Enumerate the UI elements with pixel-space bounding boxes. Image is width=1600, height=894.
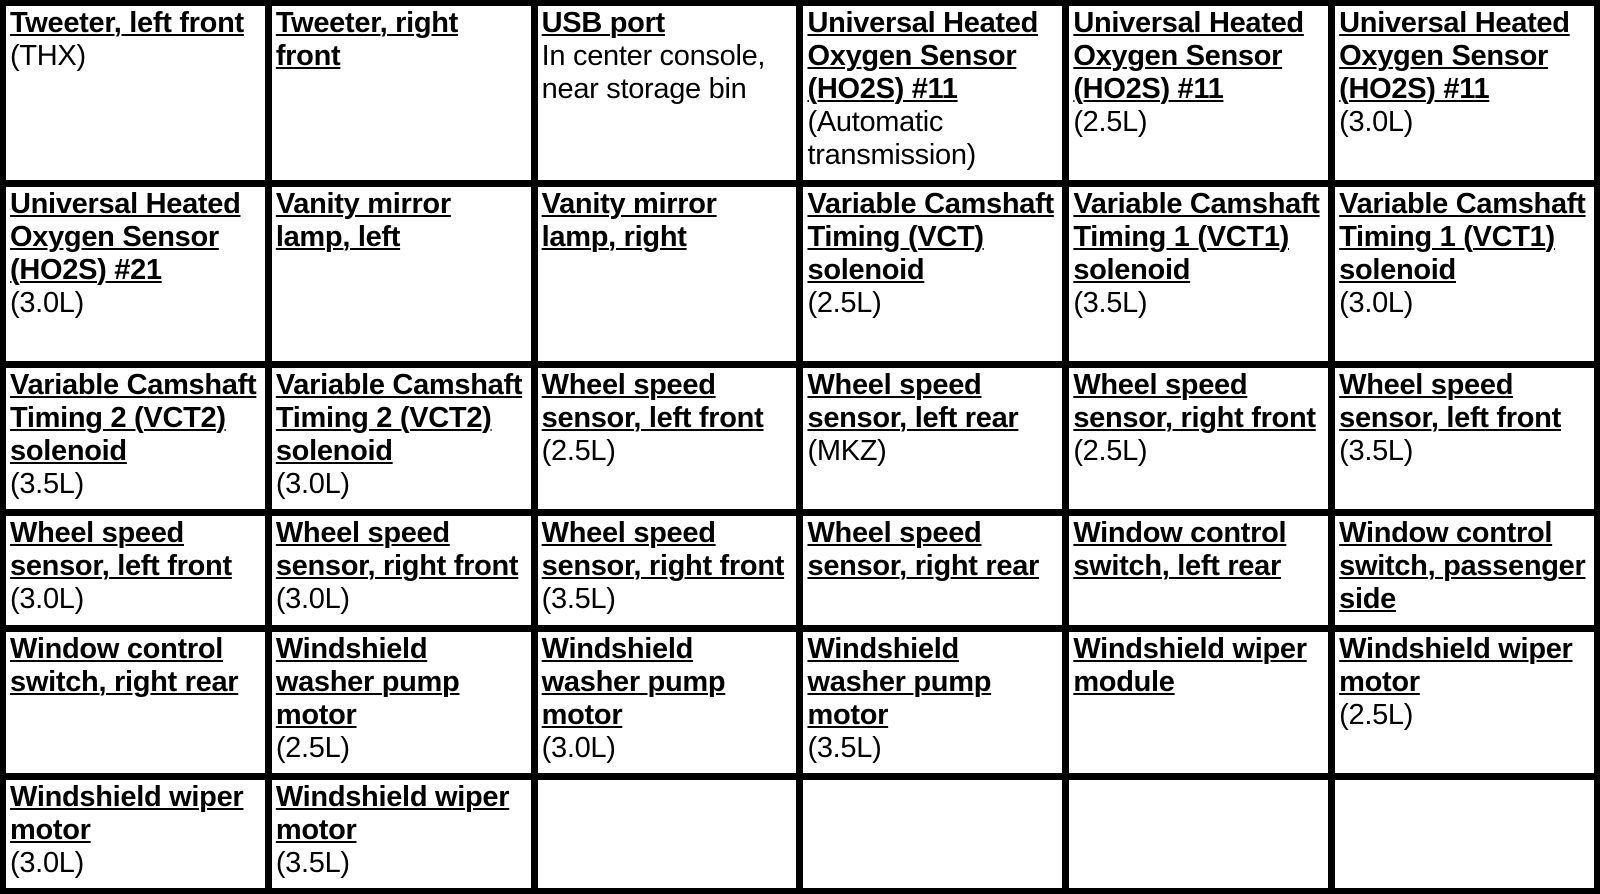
table-cell xyxy=(801,4,1064,182)
component-link[interactable]: Universal Heated Oxygen Sensor (HO2S) #11 xyxy=(807,7,1039,105)
component-note: (3.0L) xyxy=(1339,106,1414,138)
component-note: (3.0L) xyxy=(275,583,350,616)
component-link[interactable]: Wheel speed sensor, right front xyxy=(541,517,785,583)
component-note: (3.5L) xyxy=(541,583,616,616)
table-cell xyxy=(1067,366,1330,511)
table-cell xyxy=(4,185,267,364)
component-note: (3.0L) xyxy=(10,583,84,616)
component-note: (2.5L) xyxy=(541,435,616,468)
empty-cell xyxy=(1333,778,1596,890)
table-cell xyxy=(1067,185,1330,364)
component-note: (3.0L) xyxy=(541,731,616,764)
empty-cell xyxy=(801,778,1064,890)
component-note: (2.5L) xyxy=(1073,435,1148,468)
table-cell xyxy=(270,366,533,511)
component-link[interactable]: Vanity mirror lamp, right xyxy=(541,187,717,253)
table-cell xyxy=(4,630,267,775)
table-cell xyxy=(1067,630,1330,775)
component-note: (2.5L) xyxy=(275,731,350,764)
component-link[interactable]: Wheel speed sensor, right rear xyxy=(807,517,1040,583)
component-link[interactable]: Windshield wiper motor xyxy=(10,780,244,846)
component-link[interactable]: Wheel speed sensor, left front xyxy=(1339,369,1561,435)
table-cell xyxy=(1333,630,1596,775)
component-note: (3.0L) xyxy=(10,846,84,879)
component-link[interactable]: Windshield wiper motor xyxy=(1339,632,1573,698)
table-cell xyxy=(270,778,533,890)
table-cell xyxy=(270,4,533,182)
table-cell xyxy=(4,366,267,511)
component-note: (3.5L) xyxy=(10,468,84,501)
component-link[interactable]: Variable Camshaft Timing 2 (VCT2) solenoid xyxy=(275,369,523,468)
component-note: (MKZ) xyxy=(807,435,887,468)
table-cell xyxy=(270,514,533,626)
table-cell xyxy=(536,4,799,182)
component-link[interactable]: Wheel speed sensor, right front xyxy=(1073,369,1316,435)
table-cell xyxy=(1333,514,1596,626)
component-link[interactable]: Variable Camshaft Timing 2 (VCT2) solenoid xyxy=(10,369,257,468)
component-link[interactable]: Wheel speed sensor, right front xyxy=(275,517,519,583)
component-link[interactable]: Window control switch, left rear xyxy=(1073,517,1287,583)
component-note: (2.5L) xyxy=(807,286,882,319)
table-cell xyxy=(4,778,267,890)
component-note: In center console, near storage bin xyxy=(541,40,766,105)
table-row xyxy=(4,366,1596,511)
table-cell xyxy=(1067,4,1330,182)
component-note: (3.5L) xyxy=(1339,435,1414,468)
empty-cell xyxy=(1067,778,1330,890)
component-note: (Automatic transmission) xyxy=(807,106,977,171)
table-cell xyxy=(1067,514,1330,626)
table-cell xyxy=(536,514,799,626)
component-link[interactable]: Variable Camshaft Timing (VCT) solenoid xyxy=(807,187,1054,286)
table-row xyxy=(4,185,1596,364)
component-link[interactable]: Vanity mirror lamp, left xyxy=(275,187,451,253)
table-cell xyxy=(536,630,799,775)
component-link[interactable]: Variable Camshaft Timing 1 (VCT1) solenoid xyxy=(1073,187,1320,286)
table-cell xyxy=(801,630,1064,775)
component-link[interactable]: Universal Heated Oxygen Sensor (HO2S) #21 xyxy=(10,187,241,286)
component-note: (THX) xyxy=(10,40,86,72)
component-link[interactable]: Wheel speed sensor, left front xyxy=(10,517,232,583)
table-cell xyxy=(801,366,1064,511)
component-link[interactable]: Windshield washer pump motor xyxy=(275,632,460,731)
component-link[interactable]: Universal Heated Oxygen Sensor (HO2S) #11 xyxy=(1073,7,1304,105)
component-link[interactable]: USB port xyxy=(541,7,665,39)
component-link[interactable]: Tweeter, right front xyxy=(275,7,459,72)
table-row xyxy=(4,630,1596,775)
component-link[interactable]: Wheel speed sensor, left front xyxy=(541,369,764,435)
table-cell xyxy=(270,630,533,775)
table-cell xyxy=(4,514,267,626)
component-link[interactable]: Window control switch, passenger side xyxy=(1339,517,1586,616)
component-note: (2.5L) xyxy=(1073,106,1148,138)
table-cell xyxy=(801,185,1064,364)
table-cell xyxy=(4,4,267,182)
component-note: (3.0L) xyxy=(1339,286,1414,319)
component-note: (2.5L) xyxy=(1339,698,1414,731)
component-note: (3.5L) xyxy=(1073,286,1148,319)
empty-cell xyxy=(536,778,799,890)
table-cell xyxy=(1333,366,1596,511)
table-cell xyxy=(270,185,533,364)
table-cell xyxy=(536,185,799,364)
table-cell xyxy=(1333,4,1596,182)
component-link[interactable]: Windshield wiper motor xyxy=(275,780,510,846)
component-link[interactable]: Windshield wiper module xyxy=(1073,632,1307,698)
component-link[interactable]: Windshield washer pump motor xyxy=(807,632,992,731)
component-note: (3.5L) xyxy=(807,731,882,764)
component-note: (3.5L) xyxy=(275,846,350,879)
component-link[interactable]: Wheel speed sensor, left rear xyxy=(807,369,1019,435)
component-link[interactable]: Variable Camshaft Timing 1 (VCT1) solenoid xyxy=(1339,187,1586,286)
table-cell xyxy=(536,366,799,511)
table-row xyxy=(4,514,1596,626)
table-row xyxy=(4,778,1596,890)
component-link[interactable]: Universal Heated Oxygen Sensor (HO2S) #11 xyxy=(1339,7,1570,105)
component-link[interactable]: Tweeter, left front xyxy=(10,7,244,39)
component-link[interactable]: Window control switch, right rear xyxy=(10,632,239,698)
table-cell xyxy=(1333,185,1596,364)
table-row xyxy=(4,4,1596,182)
component-note: (3.0L) xyxy=(10,286,84,319)
component-note: (3.0L) xyxy=(275,468,350,501)
component-link[interactable]: Windshield washer pump motor xyxy=(541,632,726,731)
table-cell xyxy=(801,514,1064,626)
